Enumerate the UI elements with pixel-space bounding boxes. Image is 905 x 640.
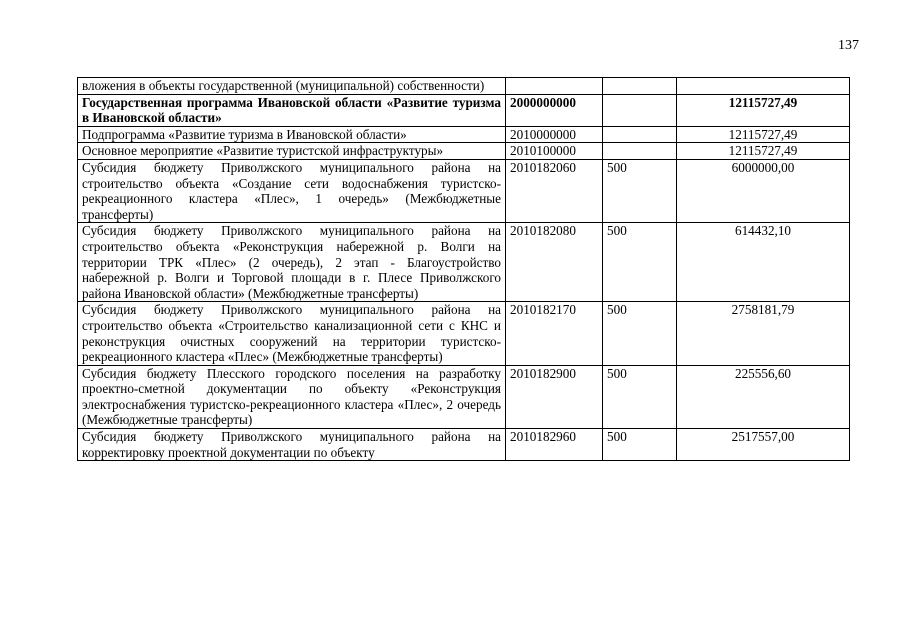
row-sum-cell: 6000000,00 [677,159,850,222]
row-type-cell [603,78,677,95]
row-name-cell: Субсидия бюджету Приволжского муниципального района на строительство объекта «Создание сети водоснабжения туристско-рекреационного кластера «Плес», 1 очередь» (Межбюджетные трансферты) [78,159,506,222]
row-name-cell: Подпрограмма «Развитие туризма в Ивановской области» [78,126,506,143]
table-row [78,78,850,95]
row-code-cell: 2010100000 [506,143,603,160]
row-type-cell: 500 [603,429,677,461]
row-sum-cell: 12115727,49 [677,143,850,160]
row-code-cell: 2010182060 [506,159,603,222]
row-sum-cell: 225556,60 [677,365,850,428]
row-type-cell [603,94,677,126]
table-row [78,126,850,143]
row-type-cell [603,126,677,143]
row-type-cell: 500 [603,365,677,428]
row-name-cell: Субсидия бюджету Плесского городского поселения на разработку проектно-сметной документации по объекту «Реконструкция электроснабжения туристско-рекреационного кластера «Плес», 2 очередь (Межбюджетные трансферты) [78,365,506,428]
table-row [78,143,850,160]
table-row [78,429,850,461]
row-sum-cell: 614432,10 [677,223,850,302]
row-code-cell: 2000000000 [506,94,603,126]
row-sum-cell [677,78,850,95]
row-code-cell: 2010182960 [506,429,603,461]
table-row [78,94,850,126]
row-name-cell: Государственная программа Ивановской области «Развитие туризма в Ивановской области» [78,94,506,126]
row-type-cell: 500 [603,302,677,365]
row-name-cell: Субсидия бюджету Приволжского муниципального района на строительство объекта «Строительство канализационной сети с КНС и реконструкция очистных сооружений на территории туристско-рекреационного кластера «Плес» (Межбюджетные трансферты) [78,302,506,365]
row-name-cell: вложения в объекты государственной (муниципальной) собственности) [78,78,506,95]
table-row [78,365,850,428]
row-type-cell: 500 [603,159,677,222]
row-code-cell: 2010182900 [506,365,603,428]
row-sum-cell: 12115727,49 [677,126,850,143]
table-row [78,302,850,365]
budget-table [77,77,850,461]
table-row [78,223,850,302]
row-name-cell: Субсидия бюджету Приволжского муниципального района на строительство объекта «Реконструкция набережной р. Волги на территории ТРК «Плес» (2 очередь), 2 этап - Благоустройство набережной р. Волги и Торговой площади в г. Плесе Приволжского района Ивановской области» (Межбюджетные трансферты) [78,223,506,302]
row-type-cell: 500 [603,223,677,302]
row-name-cell: Основное мероприятие «Развитие туристской инфраструктуры» [78,143,506,160]
row-type-cell [603,143,677,160]
row-sum-cell: 2758181,79 [677,302,850,365]
row-sum-cell: 12115727,49 [677,94,850,126]
row-sum-cell: 2517557,00 [677,429,850,461]
row-code-cell: 2010182170 [506,302,603,365]
row-code-cell: 2010182080 [506,223,603,302]
row-code-cell [506,78,603,95]
row-code-cell: 2010000000 [506,126,603,143]
table-row [78,159,850,222]
page-number: 137 [838,38,859,53]
row-name-cell: Субсидия бюджету Приволжского муниципального района на корректировку проектной документации по объекту [78,429,506,461]
budget-table-body [78,78,850,461]
